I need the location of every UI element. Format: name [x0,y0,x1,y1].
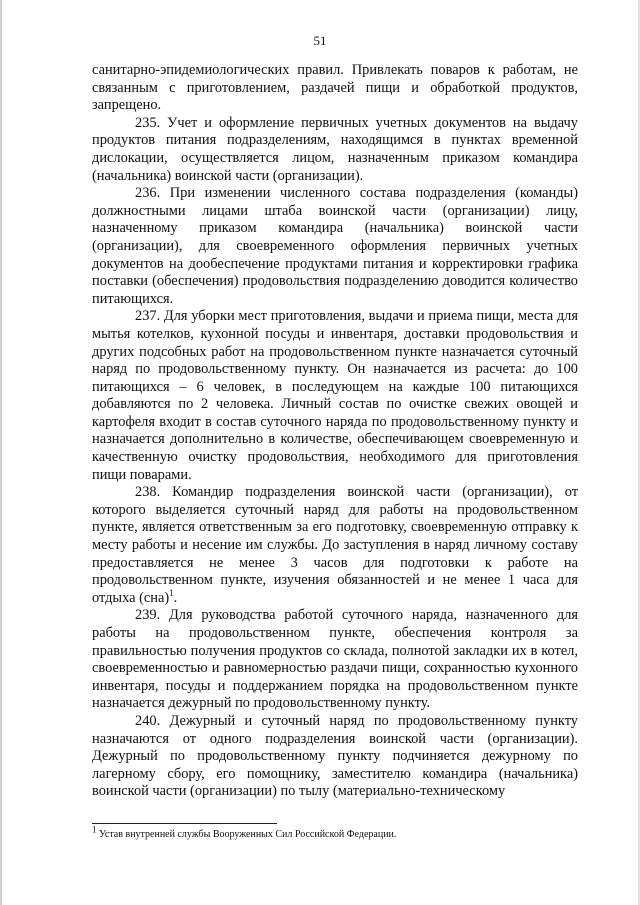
paragraph-240: 240. Дежурный и суточный наряд по продовольственному пункту назначаются от одного подразделения воинской части (организации). Дежурный по продовольственному пункту подчиняется дежурному по лагерному сбору, его помощнику, заместителю командира (начальника) воинской части (организации) по тылу (материально-техническому [92,712,578,800]
page-body [92,62,578,801]
footnote-reference: 1 [169,588,174,599]
footnote-separator [92,823,277,824]
page-number: 51 [313,33,327,48]
paragraph-235: 235. Учет и оформление первичных учетных документов на выдачу продуктов питания подразделениям, находящимся в пунктах временной дислокации, осуществляется лицом, назначенным приказом командира (начальника) воинской части (организации). [92,114,578,184]
footnote-marker: 1 [92,824,97,835]
paragraph-239: 239. Для руководства работой суточного наряда, назначенного для работы на продовольственном пункте, обеспечения контроля за правильностью получения продуктов со склада, полнотой закладки их в котел, своевременностью и равномерностью раздачи пищи, сохранностью кухонного инвентаря, посуды и поддержанием порядка на продовольственном пункте назначается дежурный по продовольственному пункту. [92,607,578,712]
paragraph-continuation: санитарно-эпидемиологических правил. Привлекать поваров к работам, не связанным с приготовлением, раздачей пищи и обработкой продуктов, запрещено. [92,62,578,114]
paragraph-238-text: 238. Командир подразделения воинской части (организации), от которого выделяется суточный наряд для работы на продовольственном пункте, является ответственным за его подготовку, своевременную отправку к месту работы и несение им службы. До заступления в наряд личному составу предоставляется не менее 3 часов для подготовки к работе на продовольственном пункте, изучения обязанностей и не менее 1 часа для отдыха (сна) [92,484,578,606]
footnote [92,824,578,841]
footnote-text: Устав внутренней службы Вооруженных Сил Российской Федерации. [99,829,397,840]
paragraph-238: 238. Командир подразделения воинской части (организации), от которого выделяется суточный наряд для работы на продовольственном пункте, является ответственным за его подготовку, своевременную отправку к месту работы и несение им службы. До заступления в наряд личному составу предоставляется не менее 3 часов для подготовки к работе на продовольственном пункте, изучения обязанностей и не менее 1 часа для отдыха (сна)$^1$. [92,484,578,606]
paragraph-237: 237. Для уборки мест приготовления, выдачи и приема пищи, места для мытья котелков, кухонной посуды и инвентаря, доставки продовольствия и других подсобных работ на продовольственном пункте назначается суточный наряд по продовольственному пункту. Он назначается из расчета: до 100 питающихся – 6 человек, в последующем на каждые 100 питающихся добавляются по 2 человека. Личный состав по очистке свежих овощей и картофеля входит в состав суточного наряда по продовольственному пункту и назначается дополнительно в количестве, обеспечивающем своевременную и качественную очистку продовольствия, необходимого для приготовления пищи поварами. [92,308,578,483]
paragraph-236: 236. При изменении численного состава подразделения (команды) должностными лицами штаба воинской части (организации) лицу, назначенному приказом командира (начальника) воинской части (организации), для своевременного оформления первичных учетных документов на дообеспечение продуктами питания и корректировки графика поставки (обеспечения) продовольствия подразделению доводится количество питающихся. [92,185,578,307]
